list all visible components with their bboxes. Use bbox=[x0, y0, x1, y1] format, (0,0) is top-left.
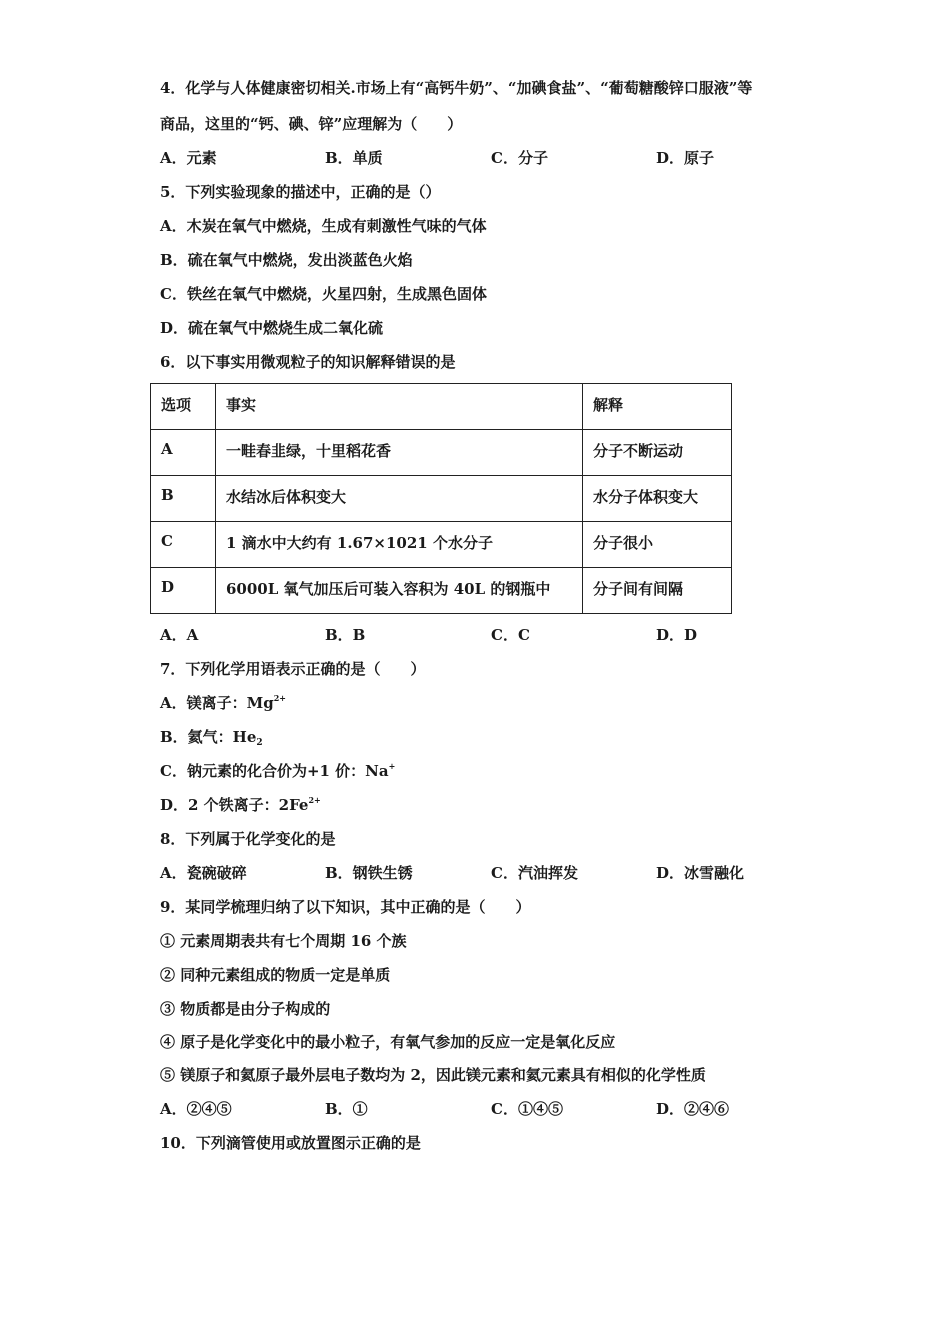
q4-stem-line1: 4．化学与人体健康密切相关.市场上有“高钙牛奶”、“加碘食盐”、“葡萄糖酸锌口服液”等 bbox=[160, 79, 753, 97]
q9-option-c[interactable]: C．①④⑤ bbox=[491, 1100, 563, 1118]
row-c-fact: 1 滴水中大约有 1.67×1021 个水分子 bbox=[216, 522, 583, 568]
q9-option-b[interactable]: B．① bbox=[325, 1100, 368, 1118]
q4-options bbox=[160, 148, 840, 168]
q7-option-d-text: D．2 个铁离子：2Fe bbox=[160, 796, 309, 814]
q8-option-b[interactable]: B．钢铁生锈 bbox=[325, 864, 413, 882]
q7-option-c[interactable] bbox=[160, 761, 395, 781]
q8-stem: 8．下列属于化学变化的是 bbox=[160, 830, 336, 848]
q5-stem: 5．下列实验现象的描述中，正确的是（） bbox=[160, 183, 441, 201]
q6-option-b[interactable]: B．B bbox=[325, 626, 366, 644]
q7-option-a-text: A．镁离子：Mg bbox=[160, 694, 274, 712]
q9-item-5: ⑤ 镁原子和氦原子最外层电子数均为 2，因此镁元素和氦元素具有相似的化学性质 bbox=[160, 1066, 706, 1084]
q7-stem: 7．下列化学用语表示正确的是（ ） bbox=[160, 660, 426, 678]
q6-option-d[interactable]: D．D bbox=[656, 626, 698, 644]
row-b-fact: 水结冰后体积变大 bbox=[216, 476, 583, 522]
q6-stem: 6．以下事实用微观粒子的知识解释错误的是 bbox=[160, 353, 456, 371]
row-d-option: D bbox=[151, 568, 216, 614]
q6-option-c[interactable]: C．C bbox=[491, 626, 530, 644]
q7-option-d[interactable] bbox=[160, 795, 321, 815]
row-c-explanation: 分子很小 bbox=[583, 522, 732, 568]
table-row bbox=[151, 476, 732, 522]
q7-option-c-charge: + bbox=[388, 761, 396, 771]
q7-option-c-text: C．钠元素的化合价为+1 价：Na bbox=[160, 762, 389, 780]
q7-option-a[interactable] bbox=[160, 693, 286, 713]
row-d-fact: 6000L 氧气加压后可装入容积为 40L 的钢瓶中 bbox=[216, 568, 583, 614]
q9-item-1: ① 元素周期表共有七个周期 16 个族 bbox=[160, 932, 407, 950]
table-row bbox=[151, 430, 732, 476]
q5-option-c[interactable]: C．铁丝在氧气中燃烧，火星四射，生成黑色固体 bbox=[160, 285, 487, 303]
q10-stem: 10．下列滴管使用或放置图示正确的是 bbox=[160, 1134, 421, 1152]
q8-options bbox=[160, 863, 840, 883]
q7-option-b[interactable] bbox=[160, 727, 263, 747]
q5-option-b[interactable]: B．硫在氧气中燃烧，发出淡蓝色火焰 bbox=[160, 251, 413, 269]
q4-option-d[interactable]: D．原子 bbox=[656, 149, 715, 167]
q9-item-2: ② 同种元素组成的物质一定是单质 bbox=[160, 966, 391, 984]
table-header-row bbox=[151, 384, 732, 430]
q5-option-a[interactable]: A．木炭在氧气中燃烧，生成有刺激性气味的气体 bbox=[160, 217, 487, 235]
q7-option-d-charge: 2+ bbox=[308, 795, 321, 805]
q9-options bbox=[160, 1099, 840, 1119]
q4-option-b[interactable]: B．单质 bbox=[325, 149, 383, 167]
q7-option-a-charge: 2+ bbox=[273, 693, 287, 703]
q6-options bbox=[160, 625, 840, 645]
q6-option-a[interactable]: A．A bbox=[160, 626, 199, 644]
header-option: 选项 bbox=[151, 384, 216, 430]
header-fact: 事实 bbox=[216, 384, 583, 430]
q9-stem: 9．某同学梳理归纳了以下知识，其中正确的是（ ） bbox=[160, 898, 531, 916]
q9-item-3: ③ 物质都是由分子构成的 bbox=[160, 1000, 331, 1018]
q6-table bbox=[150, 383, 732, 614]
q8-option-a[interactable]: A．瓷碗破碎 bbox=[160, 864, 247, 882]
row-b-explanation: 水分子体积变大 bbox=[583, 476, 732, 522]
q9-option-d[interactable]: D．②④⑥ bbox=[656, 1100, 730, 1118]
q4-option-a[interactable]: A．元素 bbox=[160, 149, 217, 167]
row-c-option: C bbox=[151, 522, 216, 568]
q4-stem-line2: 商品，这里的“钙、碘、锌”应理解为（ ） bbox=[160, 115, 463, 133]
q8-option-d[interactable]: D．冰雪融化 bbox=[656, 864, 745, 882]
q7-option-b-subscript: 2 bbox=[256, 738, 263, 748]
table-row bbox=[151, 568, 732, 614]
row-b-option: B bbox=[151, 476, 216, 522]
q7-option-b-text: B．氦气：He bbox=[160, 728, 257, 746]
q9-option-a[interactable]: A．②④⑤ bbox=[160, 1100, 232, 1118]
row-a-option: A bbox=[151, 430, 216, 476]
row-a-explanation: 分子不断运动 bbox=[583, 430, 732, 476]
row-a-fact: 一畦春韭绿，十里稻花香 bbox=[216, 430, 583, 476]
row-d-explanation: 分子间有间隔 bbox=[583, 568, 732, 614]
q8-option-c[interactable]: C．汽油挥发 bbox=[491, 864, 578, 882]
header-explanation: 解释 bbox=[583, 384, 732, 430]
table-row bbox=[151, 522, 732, 568]
q4-option-c[interactable]: C．分子 bbox=[491, 149, 548, 167]
q5-option-d[interactable]: D．硫在氧气中燃烧生成二氧化硫 bbox=[160, 319, 384, 337]
q9-item-4: ④ 原子是化学变化中的最小粒子，有氧气参加的反应一定是氧化反应 bbox=[160, 1033, 616, 1051]
